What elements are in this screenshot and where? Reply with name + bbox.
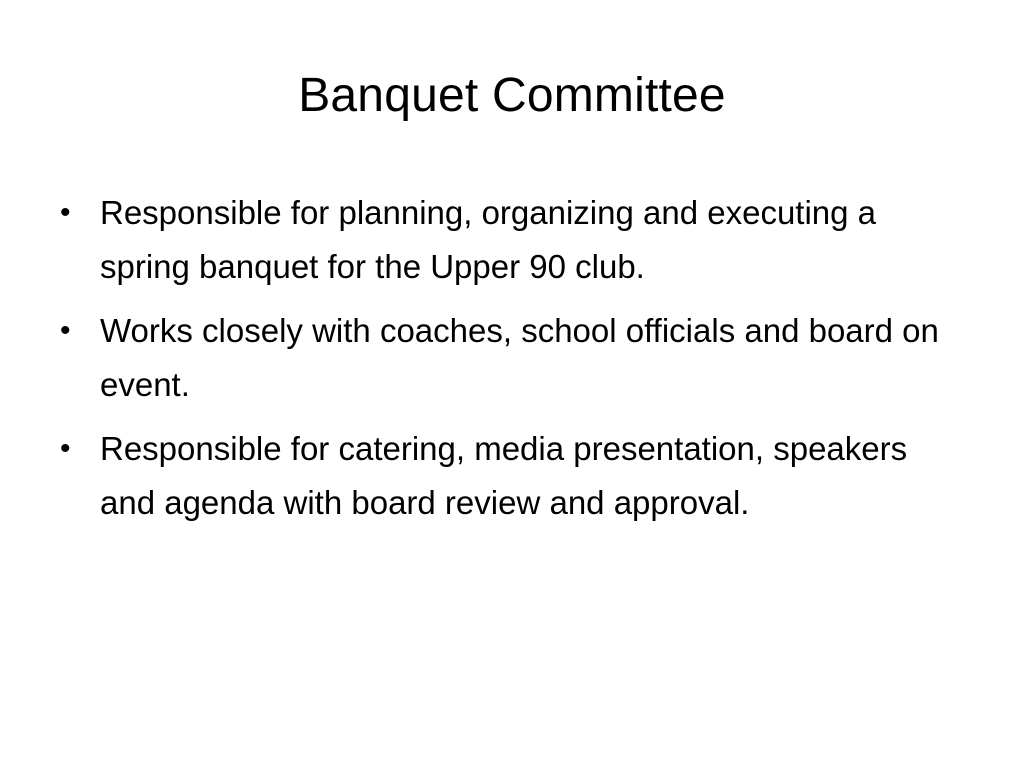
bullet-list [52,186,952,540]
bullet-dot-icon: • [60,314,71,347]
bullet-text: Responsible for planning, organizing and executing a spring banquet for the Upper 90 club. [100,194,877,285]
bullet-dot-icon: • [60,432,71,465]
slide-title: Banquet Committee [298,69,726,122]
bullet-item [52,422,952,530]
bullet-text: Works closely with coaches, school officials and board on event. [100,312,939,403]
bullet-item [52,304,952,412]
bullet-dot-icon: • [60,196,71,229]
bullet-item [52,186,952,294]
bullet-text: Responsible for catering, media presentation, speakers and agenda with board review and approval. [100,430,908,521]
